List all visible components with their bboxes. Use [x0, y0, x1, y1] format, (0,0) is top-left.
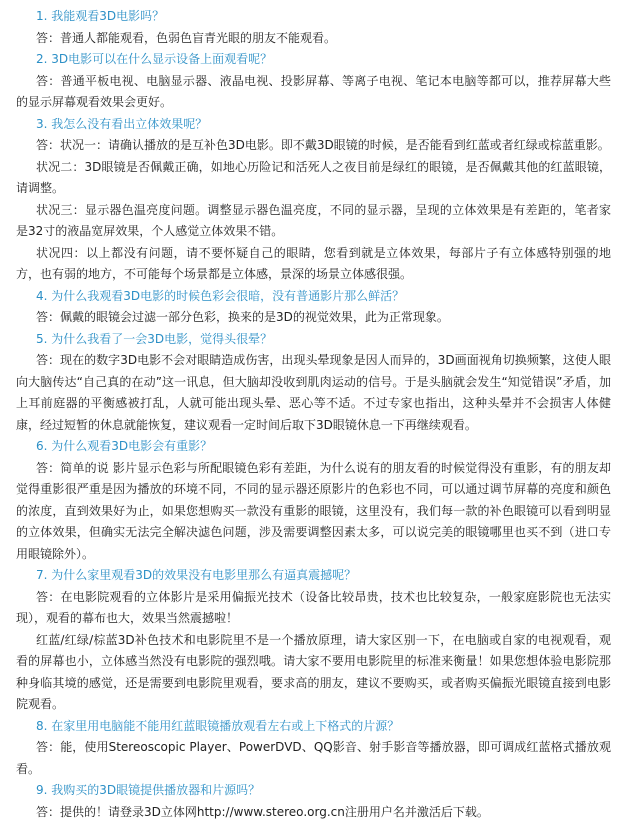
faq-answer: 状况三：显示器色温亮度问题。调整显示器色温亮度，不同的显示器，呈现的立体效果是有差距的，笔者家是32寸的液晶宽屏效果，个人感觉立体效果不错。: [16, 200, 611, 243]
faq-answer: 答：佩戴的眼镜会过滤一部分色彩，换来的是3D的视觉效果，此为正常现象。: [16, 307, 611, 329]
faq-question: 3. 我怎么没有看出立体效果呢？: [16, 114, 611, 136]
faq-answer: 答：现在的数字3D电影不会对眼睛造成伤害，出现头晕现象是因人而异的，3D画面视角切换频繁，这使人眼向大脑传达“自己真的在动”这一讯息，但大脑却没收到肌肉运动的信号。于是头脑就会发生“知觉错误”矛盾，加上耳前庭器的平衡感被打乱，人就可能出现头晕、恶心等不适。不过专家也指出，这种头晕并不会损害人体健康，经过短暂的休息就能恢复，建议观看一定时间后取下3D眼镜休息一下再继续观看。: [16, 350, 611, 436]
faq-answer: 答：普通平板电视、电脑显示器、液晶电视、投影屏幕、等离子电视、笔记本电脑等都可以，推荐屏幕大些的显示屏幕观看效果会更好。: [16, 71, 611, 114]
faq-answer: 状况二：3D眼镜是否佩戴正确，如地心历险记和活死人之夜目前是绿红的眼镜，是否佩戴其他的红蓝眼镜，请调整。: [16, 157, 611, 200]
faq-question: 5. 为什么我看了一会3D电影，觉得头很晕？: [16, 329, 611, 351]
faq-question: 2. 3D电影可以在什么显示设备上面观看呢？: [16, 49, 611, 71]
faq-answer: 答：状况一：请确认播放的是互补色3D电影。即不戴3D眼镜的时候，是否能看到红蓝或者红绿或棕蓝重影。: [16, 135, 611, 157]
faq-question: 1. 我能观看3D电影吗？: [16, 6, 611, 28]
faq-answer: 红蓝/红绿/棕蓝3D补色技术和电影院里不是一个播放原理，请大家区别一下，在电脑或自家的电视观看，观看的屏幕也小，立体感当然没有电影院的强烈哦。请大家不要用电影院里的标准来衡量！如果您想体验电影院那种身临其境的感觉，还是需要到电影院里观看，要求高的朋友，建议不要购买，或者购买偏振光眼镜直接到电影院观看。: [16, 630, 611, 716]
faq-question: 8. 在家里用电脑能不能用红蓝眼镜播放观看左右或上下格式的片源？: [16, 716, 611, 738]
faq-answer: 答：普通人都能观看，色弱色盲青光眼的朋友不能观看。: [16, 28, 611, 50]
faq-question: 7. 为什么家里观看3D的效果没有电影里那么有逼真震撼呢？: [16, 565, 611, 587]
faq-answer: 答：在电影院观看的立体影片是采用偏振光技术（设备比较昂贵，技术也比较复杂，一般家庭影院也无法实现），观看的幕布也大，效果当然震撼啦！: [16, 587, 611, 630]
faq-question: 4. 为什么我观看3D电影的时候色彩会很暗，没有普通影片那么鲜活？: [16, 286, 611, 308]
faq-answer: 答：能，使用Stereoscopic Player、PowerDVD、QQ影音、射手影音等播放器，即可调成红蓝格式播放观看。: [16, 737, 611, 780]
faq-answer: 答：提供的！请登录3D立体网http://www.stereo.org.cn注册用户名并激活后下载。: [16, 802, 611, 823]
faq-answer: 答：简单的说 影片显示色彩与所配眼镜色彩有差距，为什么说有的朋友看的时候觉得没有重影，有的朋友却觉得重影很严重是因为播放的环境不同，不同的显示器还原影片的色彩也不同，可以通过调节屏幕的亮度和颜色的浓度，直到效果好为止，如果您想购买一款没有重影的眼镜，这里没有，我们每一款的补色眼镜可以看到明显的立体效果，但确实无法完全解决滤色问题，涉及需要调整因素太多，可以说完美的眼镜哪里也买不到（进口专用眼镜除外）。: [16, 458, 611, 566]
faq-answer: 状况四：以上都没有问题，请不要怀疑自己的眼睛，您看到就是立体效果，每部片子有立体感特别强的地方，也有弱的地方，不可能每个场景都是立体感，景深的场景立体感很强。: [16, 243, 611, 286]
faq-question: 9. 我购买的3D眼镜提供播放器和片源吗？: [16, 780, 611, 802]
faq-question: 6. 为什么观看3D电影会有重影？: [16, 436, 611, 458]
